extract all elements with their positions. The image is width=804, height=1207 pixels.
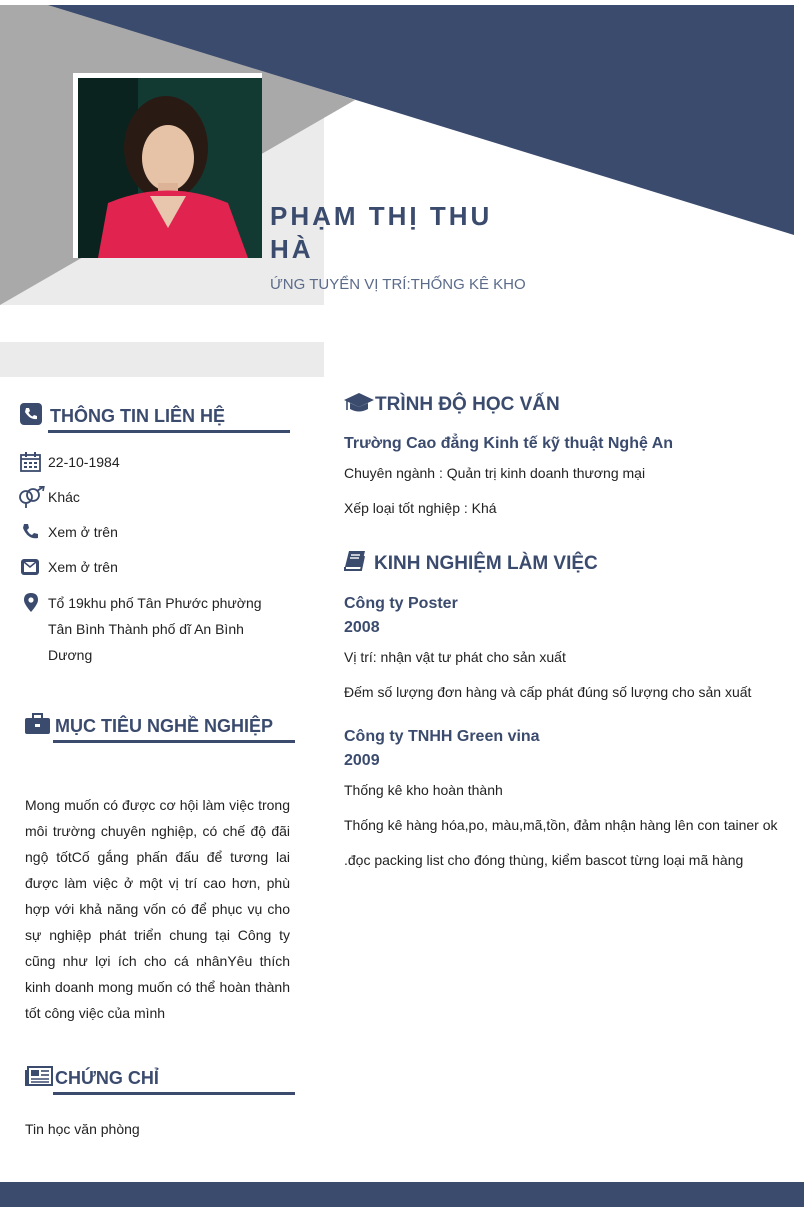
major-text: Chuyên ngành : Quản trị kinh doanh thương mại	[344, 465, 646, 481]
school-name: Trường Cao đẳng Kinh tế kỹ thuật Nghệ An	[344, 435, 674, 452]
job-2-company: Công ty TNHH Green vina	[344, 728, 540, 745]
experience-title: KINH NGHIỆM LÀM VIỆC	[374, 553, 598, 574]
email-icon	[20, 558, 40, 581]
phone-icon	[20, 403, 42, 430]
certificates-title: CHỨNG CHỈ	[55, 1068, 159, 1088]
address-text: Tổ 19khu phố Tân Phước phường Tân Bình Thành phố dĩ An Bình Dương	[48, 595, 262, 663]
book-icon	[344, 550, 366, 577]
job-2-line-3: .đọc packing list cho đóng thùng, kiểm bascot từng loại mã hàng	[344, 852, 744, 868]
gender-text: Khác	[48, 489, 80, 505]
phone-text: Xem ở trên	[48, 524, 118, 540]
contact-underline	[48, 430, 290, 433]
email-text: Xem ở trên	[48, 559, 118, 575]
certificates-underline	[53, 1092, 295, 1095]
name-line-2: HÀ	[270, 234, 314, 264]
job-2-year: 2009	[344, 752, 380, 769]
applied-position: ỨNG TUYỂN VỊ TRÍ:THỐNG KÊ KHO	[270, 276, 526, 293]
job-2-line-1: Thống kê kho hoàn thành	[344, 782, 503, 798]
newspaper-icon	[25, 1066, 53, 1091]
briefcase-icon	[25, 713, 50, 740]
light-band	[0, 342, 324, 377]
footer-bar	[0, 1182, 804, 1207]
map-marker-icon	[24, 593, 38, 617]
name-line-1: PHẠM THỊ THU	[270, 201, 493, 231]
calendar-icon	[20, 452, 41, 477]
certificate-item: Tin học văn phòng	[25, 1121, 140, 1137]
objective-text: Mong muốn có được cơ hội làm việc trong môi trường chuyên nghiệp, có chế độ đãi ngộ tốtCố gắng phấn đấu để tương lai được làm việc ở một vị trí cao hơn, phù hợp với khả năng vốn có để phục vụ cho sự nghiệp phát triển chung tại Công ty cũng như lợi ích cho cá nhânYêu thích kinh doanh mong muốn có thể hoàn thành tốt công việc của mình	[25, 797, 290, 1021]
education-title: TRÌNH ĐỘ HỌC VẤN	[375, 394, 560, 415]
job-1-company: Công ty Poster	[344, 595, 458, 612]
gender-icon	[18, 486, 46, 513]
objective-underline	[53, 740, 295, 743]
objective-title: MỤC TIÊU NGHỀ NGHIỆP	[55, 716, 274, 736]
job-1-year: 2008	[344, 619, 380, 636]
candidate-name	[270, 200, 530, 266]
job-1-line-2: Đếm số lượng đơn hàng và cấp phát đúng số lượng cho sản xuất	[344, 684, 752, 700]
grade-text: Xếp loại tốt nghiệp : Khá	[344, 500, 497, 516]
contact-title: THÔNG TIN LIÊN HỆ	[50, 406, 225, 426]
graduation-cap-icon	[344, 392, 374, 419]
birthday-text: 22-10-1984	[48, 454, 120, 470]
job-2-line-2: Thống kê hàng hóa,po, màu,mã,tồn, đảm nhận hàng lên con tainer ok	[344, 817, 778, 833]
avatar	[78, 78, 262, 258]
job-1-line-1: Vị trí: nhận vật tư phát cho sản xuất	[344, 649, 566, 665]
phone-handset-icon	[22, 523, 39, 545]
